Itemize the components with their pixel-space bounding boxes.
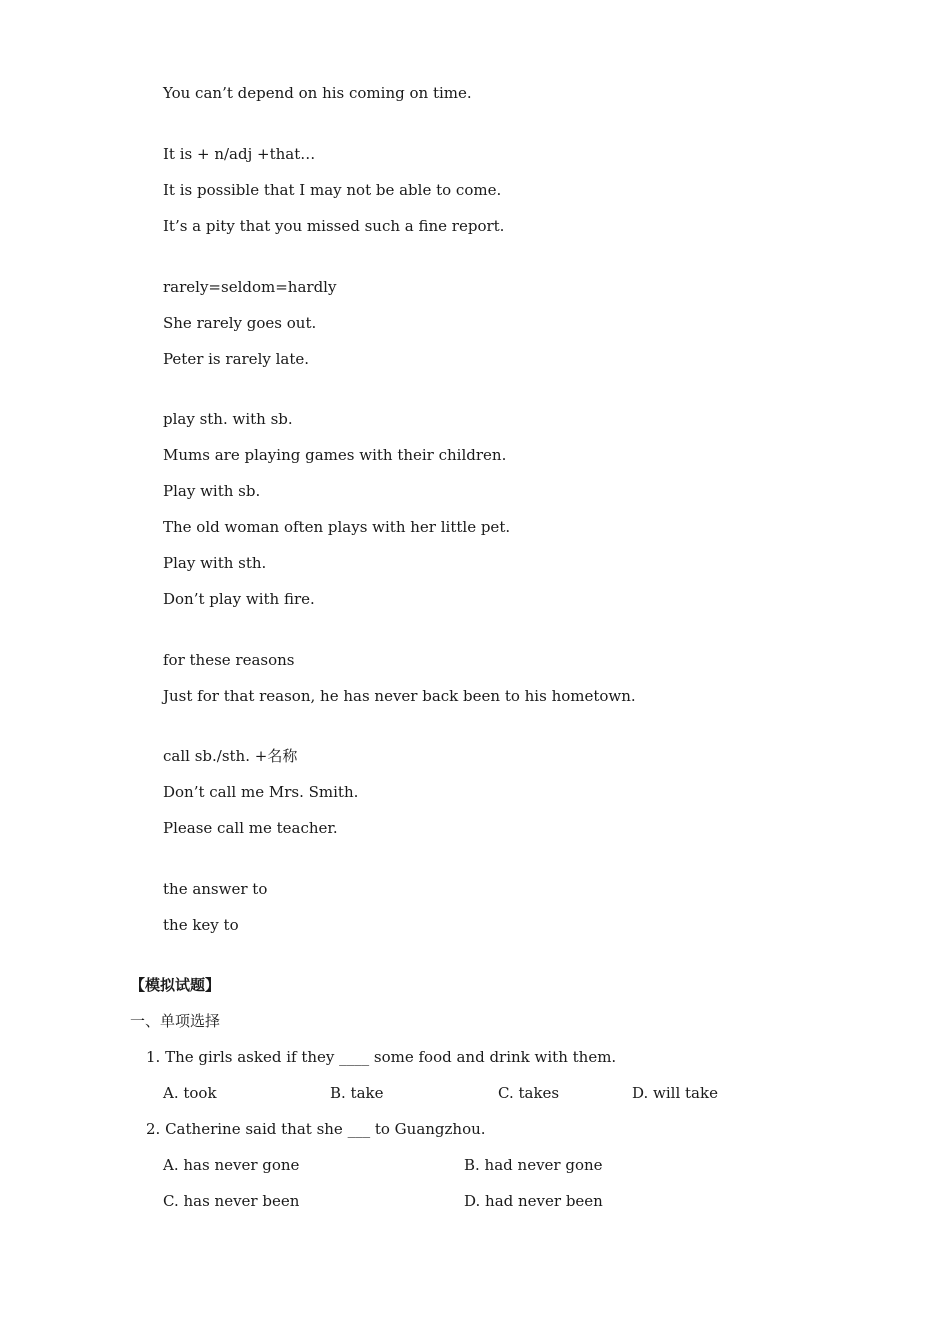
option-b: B. had never gone [464,1156,603,1174]
note-line: It is possible that I may not be able to come. [163,181,502,199]
note-line: The old woman often plays with her little pet. [163,518,511,536]
note-line: call sb./sth. +名称 [163,747,298,765]
question-stem: 1. The girls asked if they ____ some food and drink with them. [146,1048,617,1066]
note-line: rarely=seldom=hardly [163,278,337,296]
note-line: the answer to [163,880,268,898]
note-line: You can’t depend on his coming on time. [163,84,472,102]
question-stem: 2. Catherine said that she ___ to Guangzhou. [146,1120,486,1138]
note-line: Play with sb. [163,482,261,500]
option-d: D. will take [632,1084,718,1102]
option-b: B. take [330,1084,384,1102]
note-line: Don’t call me Mrs. Smith. [163,783,359,801]
note-line: She rarely goes out. [163,314,317,332]
option-c: C. has never been [163,1192,300,1210]
exam-heading: 【模拟试题】 [130,976,221,994]
note-line: It’s a pity that you missed such a fine report. [163,217,505,235]
option-c: C. takes [498,1084,560,1102]
note-line: Don’t play with fire. [163,590,315,608]
note-line: It is + n/adj +that… [163,145,316,163]
note-line: Please call me teacher. [163,819,338,837]
option-a: A. has never gone [163,1156,300,1174]
note-line: Just for that reason, he has never back been to his hometown. [163,687,636,705]
note-line: Peter is rarely late. [163,350,310,368]
note-line: Play with sth. [163,554,267,572]
note-line: the key to [163,916,239,934]
note-line: play sth. with sb. [163,410,293,428]
note-line: Mums are playing games with their children. [163,446,507,464]
note-line: for these reasons [163,651,295,669]
option-a: A. took [163,1084,217,1102]
section-title: 一、单项选择 [130,1012,221,1030]
option-d: D. had never been [464,1192,603,1210]
